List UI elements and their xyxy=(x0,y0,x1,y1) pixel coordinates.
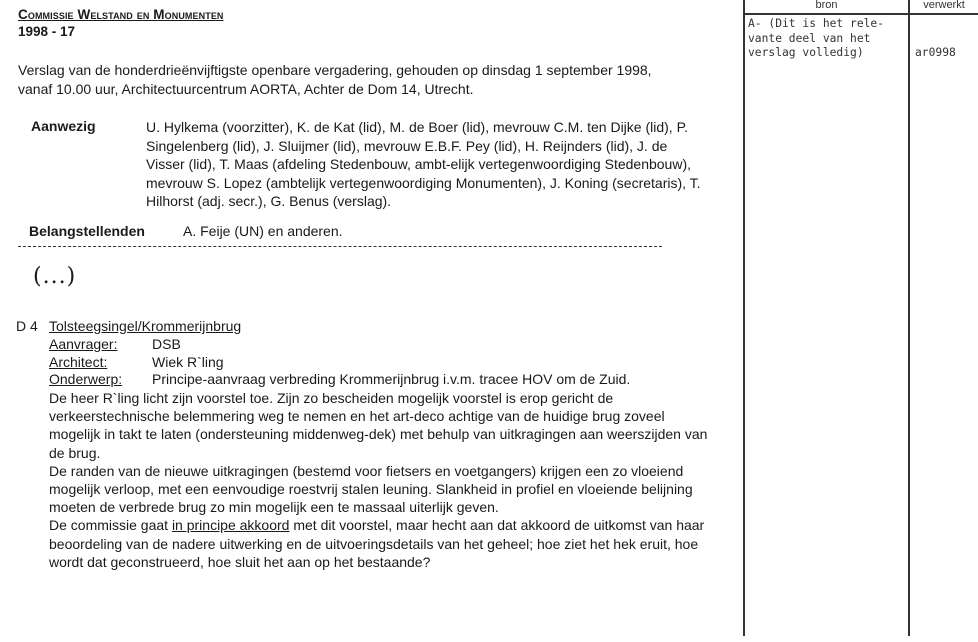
ledger-left-border xyxy=(743,0,745,636)
item-code: D 4 xyxy=(16,318,38,334)
principle-approval-text: in principe akkoord xyxy=(171,517,290,534)
field-label-onderwerp: Onderwerp: xyxy=(49,371,123,387)
document-number: 1998 - 17 xyxy=(18,24,76,39)
paragraph-1: De heer R`ling licht zijn voorstel toe. Zijn zo bescheiden mogelijk voorstel is erop gericht de verkeerstechnische belemmering weg te nemen en het art-deco achtige van de huidige brug zoveel mogelijk in takt te laten (ondersteuning middenweg-dek) met behulp van uitkragingen aan weerszijden van de brug. xyxy=(49,390,708,461)
field-value-onderwerp: Principe-aanvraag verbreding Krommerijnbrug i.v.m. tracee HOV om de Zuid. xyxy=(152,371,631,387)
field-label-architect: Architect: xyxy=(49,354,108,370)
bron-column-header: bron xyxy=(815,0,838,11)
paragraph-2: De randen van de nieuwe uitkragingen (bestemd voor fietsers en voetgangers) krijgen een zo vloeiend mogelijk verloop, met een eenvoudige roestvrij stalen leuning. Slankheid in profiel en vloeiende belijning moeten de verbrede brug zo min mogelijk een te massaal uiterlijk geven. xyxy=(49,462,693,516)
paragraph-3-post: met dit voorstel, maar hecht aan dat akkoord de uitkomst van haar beoordeling van de nadere uitwerking en de uitvoeringsdetails van het geheel; hoe ziet het hek eruit, hoe wordt dat geconstrueerd, hoe sluit het aan op het bestaande? xyxy=(49,517,705,570)
belangstellenden-label: Belangstellenden xyxy=(29,223,145,239)
field-label-aanvrager: Aanvrager: xyxy=(49,336,118,352)
item-body xyxy=(49,389,719,571)
bron-note: A- (Dit is het rele- vante deel van het verslag volledig) xyxy=(748,17,885,59)
aanwezig-list: U. Hylkema (voorzitter), K. de Kat (lid), M. de Boer (lid), mevrouw C.M. ten Dijke (lid), P. Singelenberg (lid), J. Sluijmer (lid), mevrouw E.B.F. Pey (lid), H. Reijnders (lid), J. de Visser (lid), T. Maas (afdeling Stedenbouw, ambt-elijk vertegenwoordiging Stedenbouw), mevrouw S. Lopez (ambtelijk vertegenwoordiging Monumenten), J. Koning (secretaris), T. Hilhorst (adj. secr.), G. Benus (verslag). xyxy=(146,119,701,209)
verwerkt-code: ar0998 xyxy=(915,46,956,59)
field-value-architect: Wiek R`ling xyxy=(152,354,224,370)
ledger-header-rule xyxy=(743,13,978,15)
verwerkt-column-header: verwerkt xyxy=(923,0,965,11)
field-value-aanvrager: DSB xyxy=(152,336,181,352)
document-title: Commissie Welstand en Monumenten xyxy=(18,7,224,22)
belangstellenden-text: A. Feije (UN) en anderen. xyxy=(183,223,343,239)
aanwezig-label: Aanwezig xyxy=(31,118,96,134)
dashed-separator xyxy=(18,246,662,247)
omission-marker: (...) xyxy=(33,264,77,289)
paragraph-3-pre: De commissie gaat xyxy=(49,517,172,534)
intro-paragraph: Verslag van de honderdrieënvijftigste openbare vergadering, gehouden op dinsdag 1 september 1998, vanaf 10.00 uur, Architectuurcentrum AORTA, Achter de Dom 14, Utrecht. xyxy=(18,62,652,97)
paragraph-3 xyxy=(49,516,719,571)
ledger-column-divider xyxy=(908,0,910,636)
item-title: Tolsteegsingel/Krommerijnbrug xyxy=(49,318,242,334)
